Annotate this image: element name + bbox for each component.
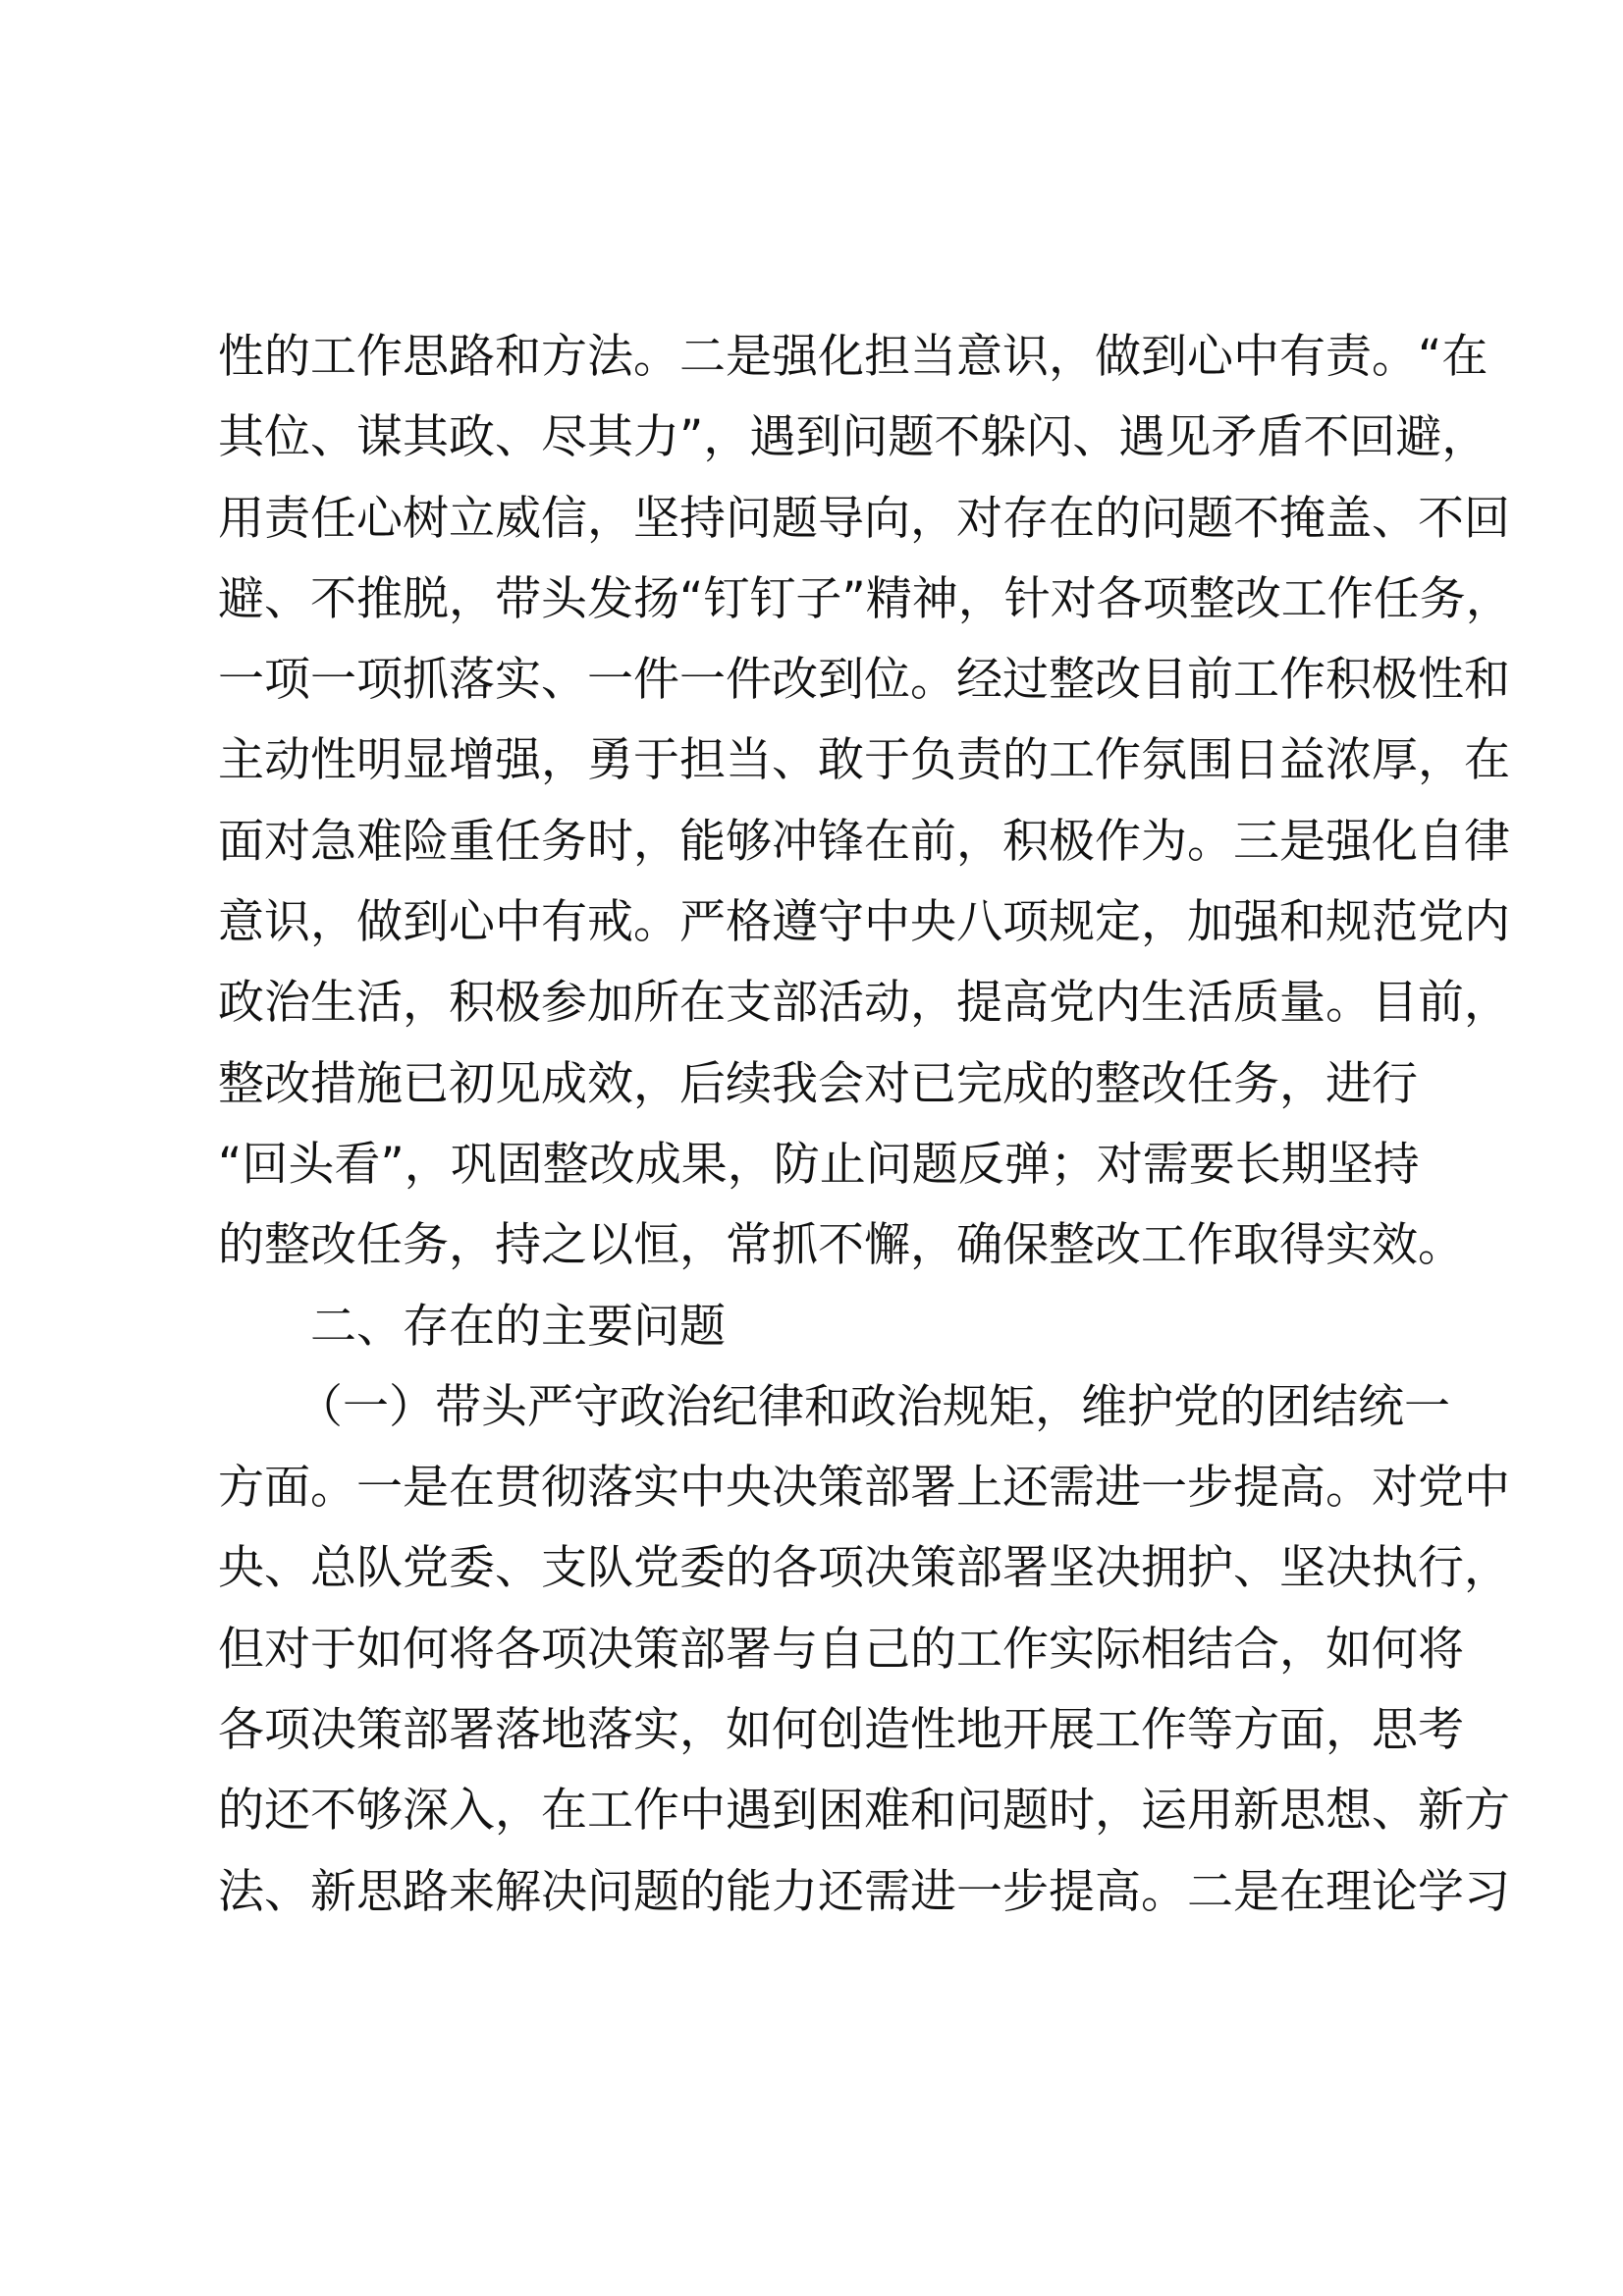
text-line: 各项决策部署落地落实，如何创造性地开展工作等方面，思考 bbox=[218, 1703, 1464, 1758]
text-line: 的还不够深入，在工作中遇到困难和问题时，运用新思想、新方 bbox=[218, 1784, 1510, 1839]
text-line: 整改措施已初见成效，后续我会对已完成的整改任务，进行 bbox=[218, 1056, 1418, 1111]
text-line: 政治生活，积极参加所在支部活动，提高党内生活质量。目前， bbox=[218, 976, 1510, 1031]
text-line: 性的工作思路和方法。二是强化担当意识，做到心中有责。“在 bbox=[218, 330, 1488, 384]
text-line: 法、新思路来解决问题的能力还需进一步提高。二是在理论学习 bbox=[218, 1864, 1510, 1919]
text-line: 面对急难险重任务时，能够冲锋在前，积极作为。三是强化自律 bbox=[218, 814, 1510, 869]
section-heading: 二、存在的主要问题 bbox=[310, 1299, 726, 1354]
text-line: 避、不推脱，带头发扬“钉钉子”精神，针对各项整改工作任务， bbox=[218, 571, 1512, 626]
text-line: 央、总队党委、支队党委的各项决策部署坚决拥护、坚决执行， bbox=[218, 1541, 1510, 1596]
subsection-heading-line: （一）带头严守政治纪律和政治规矩，维护党的团结统一 bbox=[297, 1379, 1450, 1434]
text-line: 用责任心树立威信，坚持问题导向，对存在的问题不掩盖、不回 bbox=[218, 491, 1510, 546]
document-body bbox=[218, 317, 1512, 1933]
text-line: “回头看”，巩固整改成果，防止问题反弹；对需要长期坚持 bbox=[218, 1137, 1420, 1192]
text-line: 主动性明显增强，勇于担当、敢于负责的工作氛围日益浓厚，在 bbox=[218, 733, 1510, 788]
text-line: 方面。一是在贯彻落实中央决策部署上还需进一步提高。对党中 bbox=[218, 1461, 1510, 1516]
text-line: 但对于如何将各项决策部署与自己的工作实际相结合，如何将 bbox=[218, 1622, 1464, 1677]
text-line: 意识，做到心中有戒。严格遵守中央八项规定，加强和规范党内 bbox=[218, 895, 1510, 950]
text-line: 其位、谋其政、尽其力”，遇到问题不躲闪、遇见矛盾不回避， bbox=[218, 410, 1488, 465]
text-line: 一项一项抓落实、一件一件改到位。经过整改目前工作积极性和 bbox=[218, 653, 1510, 708]
text-line: 的整改任务，持之以恒，常抓不懈，确保整改工作取得实效。 bbox=[218, 1218, 1464, 1273]
